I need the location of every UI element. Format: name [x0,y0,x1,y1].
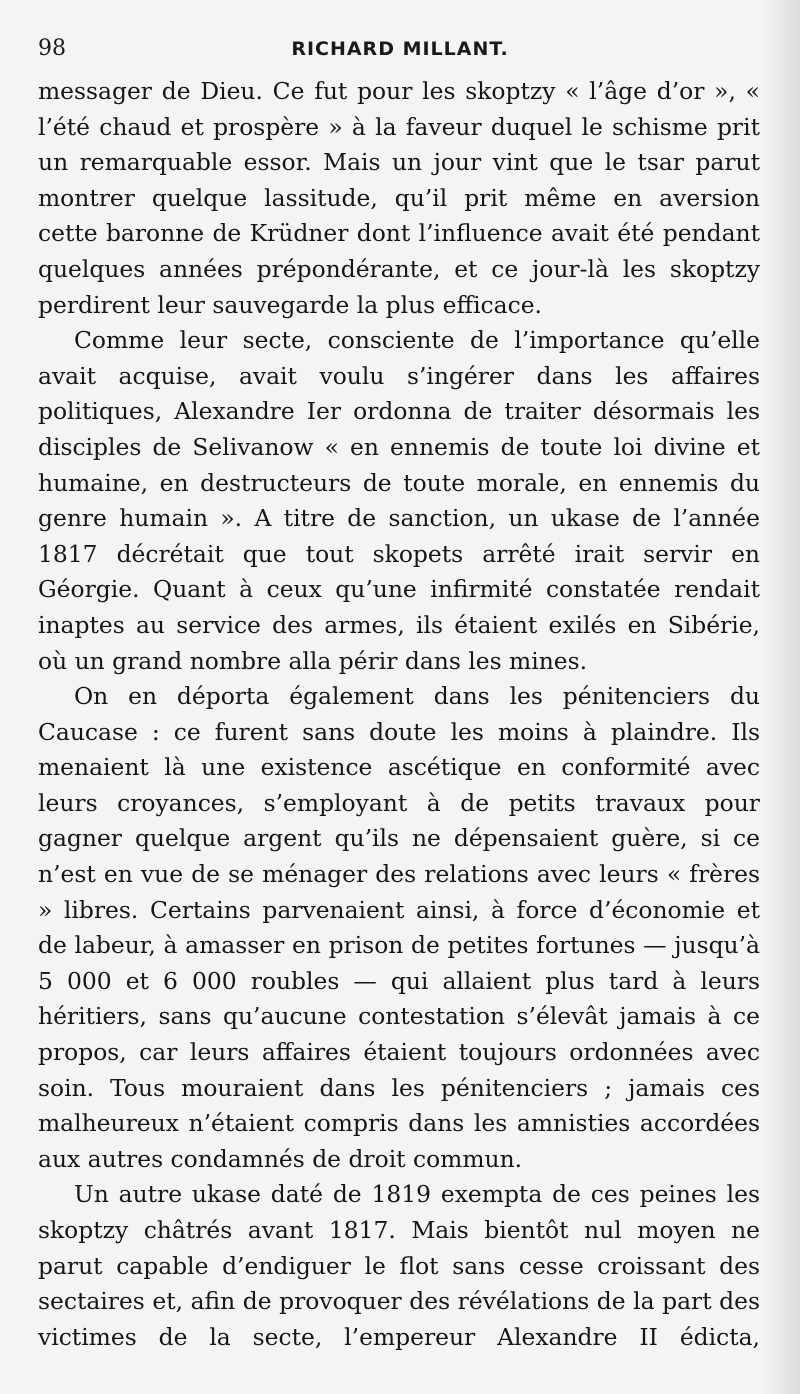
paragraph-1: messager de Dieu. Ce fut pour les skoptzy « l’âge d’or », « l’été chaud et prospère » à la faveur duquel le schisme prit un remarquable essor. Mais un jour vint que le tsar parut montrer quelque lassitude, qu’il prit même en aversion cette baronne de Krüdner dont l’influence avait été pendant quelques années prépondérante, et ce jour-là les skoptzy perdirent leur sauvegarde la plus efficace. [38,77,760,319]
body-text [38,74,760,1355]
running-title: RICHARD MILLANT. [291,38,509,60]
page-header [38,28,762,68]
page-number: 98 [38,36,66,61]
paragraph-3: On en déporta également dans les pénitenciers du Caucase : ce furent sans doute les moins à plaindre. Ils menaient là une existence ascétique en conformité avec leurs croyances, s’employant à de petits travaux pour gagner quelque argent qu’ils ne dépensaient guère, si ce n’est en vue de se ménager des relations avec leurs « frères » libres. Certains parvenaient ainsi, à force d’économie et de labeur, à amasser en prison de petites fortunes — jusqu’à 5 000 et 6 000 roubles — qui allaient plus tard à leurs héritiers, sans qu’aucune contestation s’élevât jamais à ce propos, car leurs affaires étaient toujours ordonnées avec soin. Tous mouraient dans les pénitenciers ; jamais ces malheureux n’étaient compris dans les amnisties accordées aux autres condamnés de droit commun. [38,682,760,1173]
paragraph-2: Comme leur secte, consciente de l’importance qu’elle avait acquise, avait voulu s’ingérer dans les affaires politiques, Alexandre Ier ordonna de traiter désormais les disciples de Selivanow « en ennemis de toute loi divine et humaine, en destructeurs de toute morale, en ennemis du genre humain ». A titre de sanction, un ukase de l’année 1817 décrétait que tout skopets arrêté irait servir en Géorgie. Quant à ceux qu’une infirmité constatée rendait inaptes au service des armes, ils étaient exilés en Sibérie, où un grand nombre alla périr dans les mines. [38,326,760,675]
paragraph-4: Un autre ukase daté de 1819 exempta de ces peines les skoptzy châtrés avant 1817. Mais bientôt nul moyen ne parut capable d’endiguer le flot sans cesse croissant des sectaires et, afin de provoquer des révélations de la part des victimes de la secte, l’empereur Alexandre II édicta, [38,1180,760,1351]
page-edge-shadow [764,0,800,1394]
